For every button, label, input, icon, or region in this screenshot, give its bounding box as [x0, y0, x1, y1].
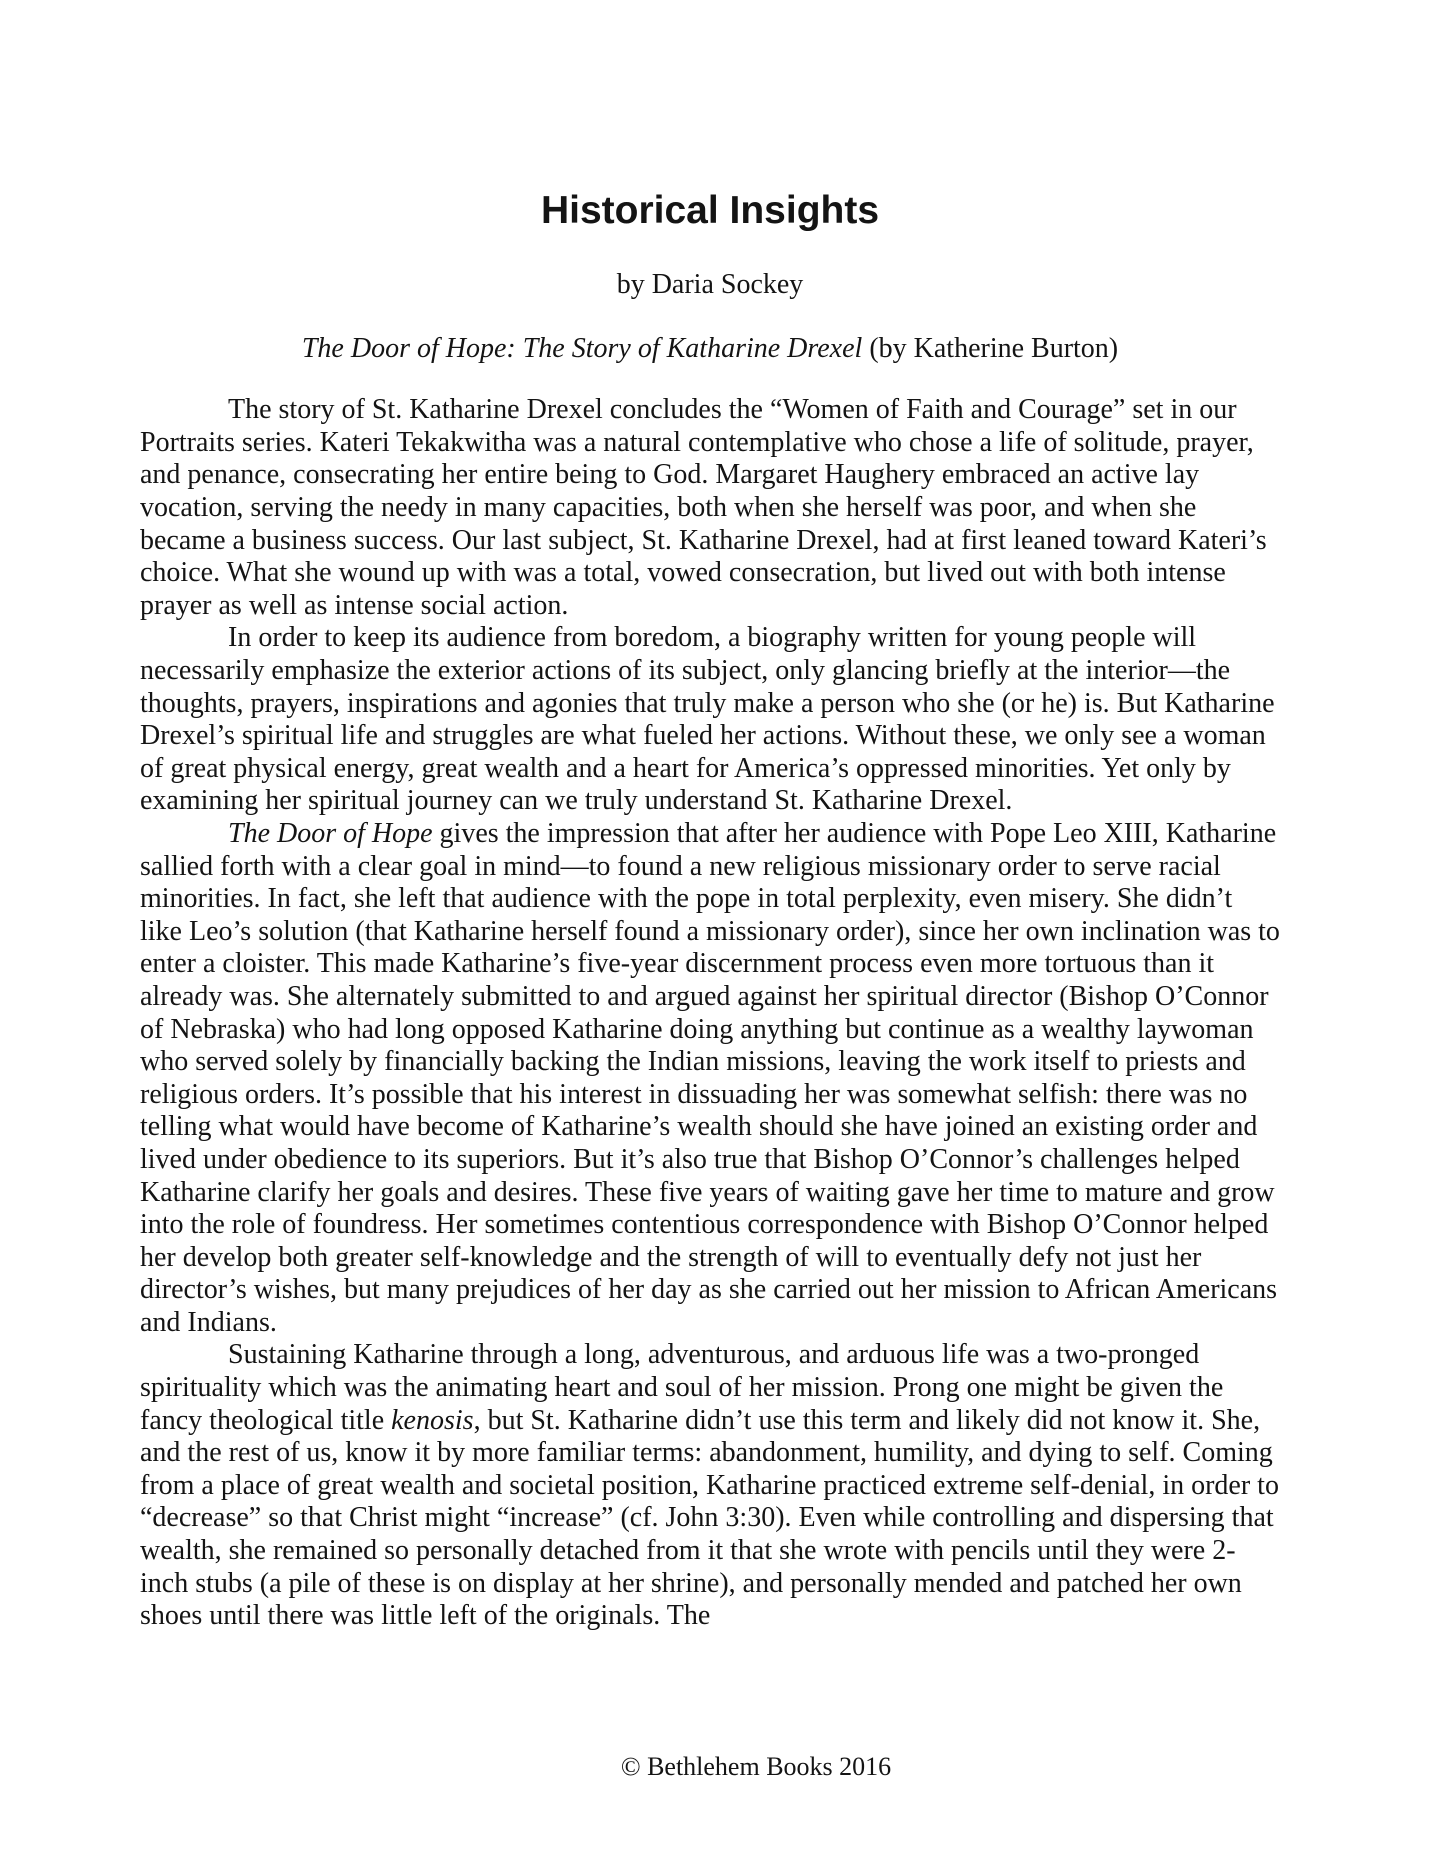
subtitle-reviewed-author: (by Katherine Burton)	[862, 333, 1119, 365]
paragraph-4-text-a: Sustaining Katharine through a long, adventurous, and arduous life was a two-pronged spirituality which was the animating heart and soul of her mission. Prong one might be given the fancy theological title	[140, 1339, 1224, 1436]
footer-copyright: © Bethlehem Books 2016	[620, 1752, 892, 1781]
byline: by Daria Sockey	[616, 268, 804, 300]
paragraph-1: The story of St. Katharine Drexel concludes the “Women of Faith and Courage” set in our Portraits series. Kateri Tekakwitha was a natural contemplative who chose a life of solitude, prayer, and penance, consecrating her entire being to God. Margaret Haughery embraced an active lay vocation, serving the needy in many capacities, both when she herself was poor, and when she became a business success. Our last subject, St. Katharine Drexel, had at first leaned toward Kateri’s choice. What she wound up with was a total, vowed consecration, but lived out with both intense prayer as well as intense social action.	[140, 394, 1267, 621]
paragraph-3	[140, 818, 1280, 1340]
paragraph-4-kenosis-italic: kenosis	[391, 1404, 474, 1436]
paragraph-4-text-b: , but St. Katharine didn’t use this term and likely did not know it. She, and the rest of us, know it by more familiar terms: abandonment, humility, and dying to self. Coming from a place of great wealth and societal position, Katharine practiced extreme self-denial, in order to “decrease” so that Christ might “increase” (cf. John 3:30). Even while controlling and dispersing that wealth, she remained so personally detached from it that she wrote with pencils until they were 2-inch stubs (a pile of these is on display at her shrine), and personally mended and patched her own shoes until there was little left of the originals. The	[140, 1404, 1279, 1632]
subtitle	[140, 333, 1280, 365]
paragraph-3-text: gives the impression that after her audience with Pope Leo XIII, Katharine sallied forth with a clear goal in mind—to found a new religious missionary order to serve racial minorities. In fact, she left that audience with the pope in total perplexity, even misery. She didn’t like Leo’s solution (that Katharine herself found a missionary order), since her own inclination was to enter a cloister. This made Katharine’s five-year discernment process even more tortuous than it already was. She alternately submitted to and argued against her spiritual director (Bishop O’Connor of Nebraska) who had long opposed Katharine doing anything but continue as a wealthy laywoman who served solely by financially backing the Indian missions, leaving the work itself to priests and religious orders. It’s possible that his interest in dissuading her was somewhat selfish: there was no telling what would have become of Katharine’s wealth should she have joined an existing order and lived under obedience to its superiors. But it’s also true that Bishop O’Connor’s challenges helped Katharine clarify her goals and desires. These five years of waiting gave her time to mature and grow into the role of foundress. Her sometimes contentious correspondence with Bishop O’Connor helped her develop both greater self-knowledge and the strength of will to eventually defy not just her director’s wishes, but many prejudices of her day as she carried out her mission to African Americans and Indians.	[140, 817, 1280, 1338]
footer	[140, 1752, 1280, 1782]
subtitle-book-title: The Door of Hope: The Story of Katharine Drexel	[301, 333, 863, 365]
paragraph-2: In order to keep its audience from boredom, a biography written for young people will necessarily emphasize the exterior actions of its subject, only glancing briefly at the interior—the thoughts, prayers, inspirations and agonies that truly make a person who she (or he) is. But Katharine Drexel’s spiritual life and struggles are what fueled her actions. Without these, we only see a woman of great physical energy, great wealth and a heart for America’s oppressed minorities. Yet only by examining her spiritual journey can we truly understand St. Katharine Drexel.	[140, 622, 1275, 817]
paragraph-4	[140, 1339, 1280, 1632]
paragraph-3-book-title-italic: The Door of Hope	[228, 817, 433, 849]
page-title: Historical Insights	[540, 189, 880, 232]
document-body	[140, 394, 1280, 1633]
